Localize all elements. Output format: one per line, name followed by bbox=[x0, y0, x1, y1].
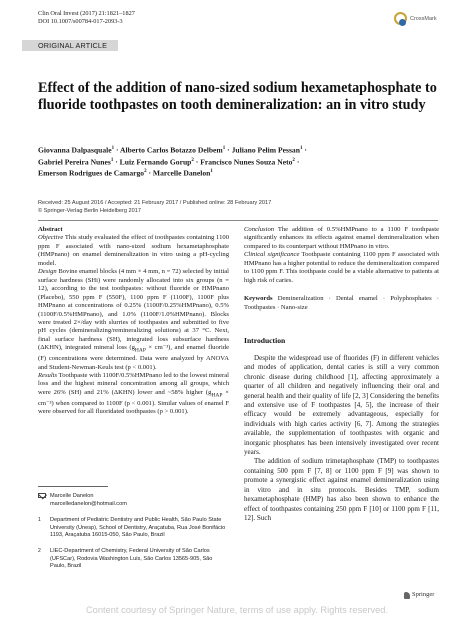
courtesy-watermark: Content courtesy of Springer Nature, terms of use apply. Rights reserved. bbox=[85, 605, 389, 615]
objective-label: Objective bbox=[38, 234, 64, 242]
author[interactable]: · Juliano Pelim Pessan bbox=[225, 145, 300, 155]
author-affiliation-mark: 1 bbox=[110, 157, 114, 163]
author[interactable]: Giovanna Dalpasquale bbox=[38, 145, 112, 155]
affiliation-1 bbox=[38, 517, 229, 540]
abstract-conclusion bbox=[244, 226, 439, 251]
journal-header bbox=[38, 10, 135, 26]
intro-paragraph: Despite the widespread use of fluorides (F) in different vehicles and modes of application, dental caries is still a very common chronic disease during childhood [1], affecting approximately a quarter of all children and negatively influencing their oral and general health and their quality of life [2, 3] Considering the benefits and extensive use of F toothpastes [4, 5], the increase of their efficacy would be extremely advantageous, especially for individuals with high caries activity [6, 7]. Among the strategies available, the supplementation of toothpastes with organic and inorganic phosphates has been intensively investigated over recent years. bbox=[244, 354, 439, 457]
author[interactable]: · Francisco Nunes Souza Neto bbox=[193, 157, 293, 167]
objective-text: This study evaluated the effect of toothpastes containing 1100 ppm F associated with nano-sized sodium hexametaphosphate (HMPnano) on enamel demineralization in vitro using a pH-cycling model. bbox=[38, 234, 229, 267]
crossmark-badge[interactable] bbox=[394, 10, 438, 32]
abstract-significance bbox=[244, 251, 439, 285]
crossmark-icon bbox=[394, 12, 407, 25]
author[interactable]: Gabriel Pereira Nunes bbox=[38, 157, 111, 167]
intro-paragraph: The addition of sodium trimetaphosphate (TMP) to toothpastes containing 500 ppm F [7, 8] or 1100 ppm F [9] was shown to promote a synergistic effect against enamel demineralization using in vitro and in situ protocols. Besides TMP, sodium hexametaphosphate (HMP) has also been shown to enhance the effect of toothpastes containing 250 ppm F [10] or 1100 ppm F [11, 12]. Such bbox=[244, 457, 439, 522]
author[interactable]: · Alberto Carlos Botazzo Delbem bbox=[114, 145, 223, 155]
keywords-text: Demineralization · Dental enamel · Polyphosphates · Toothpastes · Nano-size bbox=[244, 295, 439, 311]
footnote-divider bbox=[38, 486, 108, 487]
results-label: Results bbox=[38, 372, 58, 380]
abstract-column bbox=[38, 226, 229, 417]
section-heading-introduction: Introduction bbox=[244, 336, 286, 345]
design-subscript: HAP bbox=[134, 347, 146, 354]
author[interactable]: Emerson Rodrigues de Camargo bbox=[38, 169, 145, 178]
article-type: ORIGINAL ARTICLE bbox=[38, 41, 108, 50]
envelope-icon bbox=[38, 493, 46, 498]
author-affiliation-mark: 2 bbox=[191, 157, 194, 163]
affiliation-text: Department of Pediatric Dentistry and Public Health, São Paulo State University (Unesp), School of Dentistry, Araçatuba, Rua José Bonifácio 1193, Araçatuba 16015-050, São Paulo, Brazil bbox=[50, 517, 226, 539]
author[interactable]: · Luiz Fernando Gorup bbox=[113, 157, 192, 167]
keywords bbox=[244, 295, 439, 312]
author-corresponding[interactable]: · Marcelle Danelon bbox=[146, 169, 211, 178]
abstract-design bbox=[38, 268, 229, 372]
author-affiliation-mark: 1 bbox=[222, 146, 226, 151]
publication-history bbox=[38, 199, 438, 215]
design-text-tail: × cm⁻³), and enamel fluoride (F) concentrations were determined. Data were analyzed by ANOVA and Student-Newman-Keuls test (p < 0.001). bbox=[38, 344, 229, 371]
journal-doi[interactable]: DOI 10.1007/s00784-017-2093-3 bbox=[38, 18, 123, 25]
author-affiliation-mark: 1 bbox=[210, 169, 213, 175]
author-affiliation-mark: 2 bbox=[292, 157, 295, 163]
journal-citation: Clin Oral Invest (2017) 21:1821–1827 bbox=[38, 10, 135, 17]
author-affiliation-mark: 2 bbox=[144, 169, 147, 175]
results-subscript: HAP bbox=[211, 392, 223, 399]
design-text: Bovine enamel blocks (4 mm × 4 mm, n = 72) selected by initial surface hardness (SHi) were randomly allocated into six groups (n = 12), according to the test toothpastes: without fluoride or HMPnano (Placebo), 550 ppm F (550F), 1100 ppm F (1100F), 1100F plus HMPnano at concentrations of 0.25% (1100F/0.25%HMPnano), 0.5% (1100F/0.5%HMPnano), and 1.0% (1100F/1.0%HMPnano). Blocks were treated 2×/day with slurries of toothpastes and submitted to five pH cycles (demineralizing/remineralizing solutions) at 37 °C. Next, final surface hardness (SH), integrated loss subsurface hardness (ΔKHN), integrated mineral loss (g bbox=[38, 268, 229, 352]
abstract-results bbox=[38, 372, 229, 417]
results-text-tail: × cm⁻³) when compared to 1100F (p < 0.001). Similar values of enamel F were observed for all fluoridated toothpastes (p > 0.001). bbox=[38, 388, 229, 416]
author-list bbox=[38, 144, 438, 179]
affiliation-number: 2 bbox=[38, 548, 41, 554]
design-label: Design bbox=[38, 268, 57, 276]
results-text: Toothpaste with 1100F/0.5%HMPnano led to the lowest mineral loss and the highest mineral concentration among all groups, which were 26% (SH) and 21% (ΔKHN) lower and ~58% higher (g bbox=[38, 372, 229, 396]
author-affiliation-mark: 1 bbox=[111, 146, 115, 151]
springer-horse-icon bbox=[404, 592, 410, 599]
author-affiliation-mark: 1 bbox=[299, 146, 303, 151]
received-dates: Received: 25 August 2016 / Accepted: 21 February 2017 / Published online: 28 February 2017 bbox=[38, 200, 272, 206]
abstract-objective bbox=[38, 234, 229, 268]
significance-text: Toothpaste containing 1100 ppm F associated with HMPnano has a higher potential to reduce the demineralization compared to 1100 ppm F. This toothpaste could be a viable alternative to patients at high risk of caries. bbox=[244, 251, 439, 284]
corresponding-author-note bbox=[38, 493, 229, 508]
contact-email[interactable]: marcelledanelon@hotmail.com bbox=[50, 500, 127, 507]
author-separator: · bbox=[302, 145, 307, 155]
publisher-logo bbox=[404, 591, 440, 600]
author-separator: · bbox=[294, 157, 300, 167]
abstract-column-continued bbox=[244, 226, 439, 312]
publisher-label: Springer bbox=[412, 591, 435, 598]
header-divider bbox=[38, 220, 438, 221]
copyright: © Springer-Verlag Berlin Heidelberg 2017 bbox=[38, 208, 142, 214]
keywords-label: Keywords bbox=[244, 295, 273, 303]
affiliation-text: LIEC-Department of Chemistry, Federal University of São Carlos (UFSCar), Rodovia Washington Luis, São Carlos 13565-905, São Paulo, Brazil bbox=[50, 548, 213, 570]
contact-name: Marcelle Danelon bbox=[50, 493, 94, 499]
significance-label: Clinical significance bbox=[244, 251, 300, 259]
affiliation-2 bbox=[38, 548, 229, 571]
article-title: Effect of the addition of nano-sized sodium hexametaphosphate to fluoride toothpastes on tooth demineralization: an in vitro study bbox=[38, 80, 437, 113]
conclusion-label: Conclusion bbox=[244, 226, 275, 233]
introduction-body bbox=[244, 354, 439, 523]
crossmark-label: CrossMark bbox=[410, 16, 437, 22]
affiliation-number: 1 bbox=[38, 517, 41, 523]
conclusion-text: The addition of 0.5%HMPnano to a 1100 F toothpaste significantly enhances its effects against enamel demineralization when compared to its counterpart without HMPnano in vitro. bbox=[244, 226, 439, 250]
abstract-heading: Abstract bbox=[38, 226, 63, 233]
